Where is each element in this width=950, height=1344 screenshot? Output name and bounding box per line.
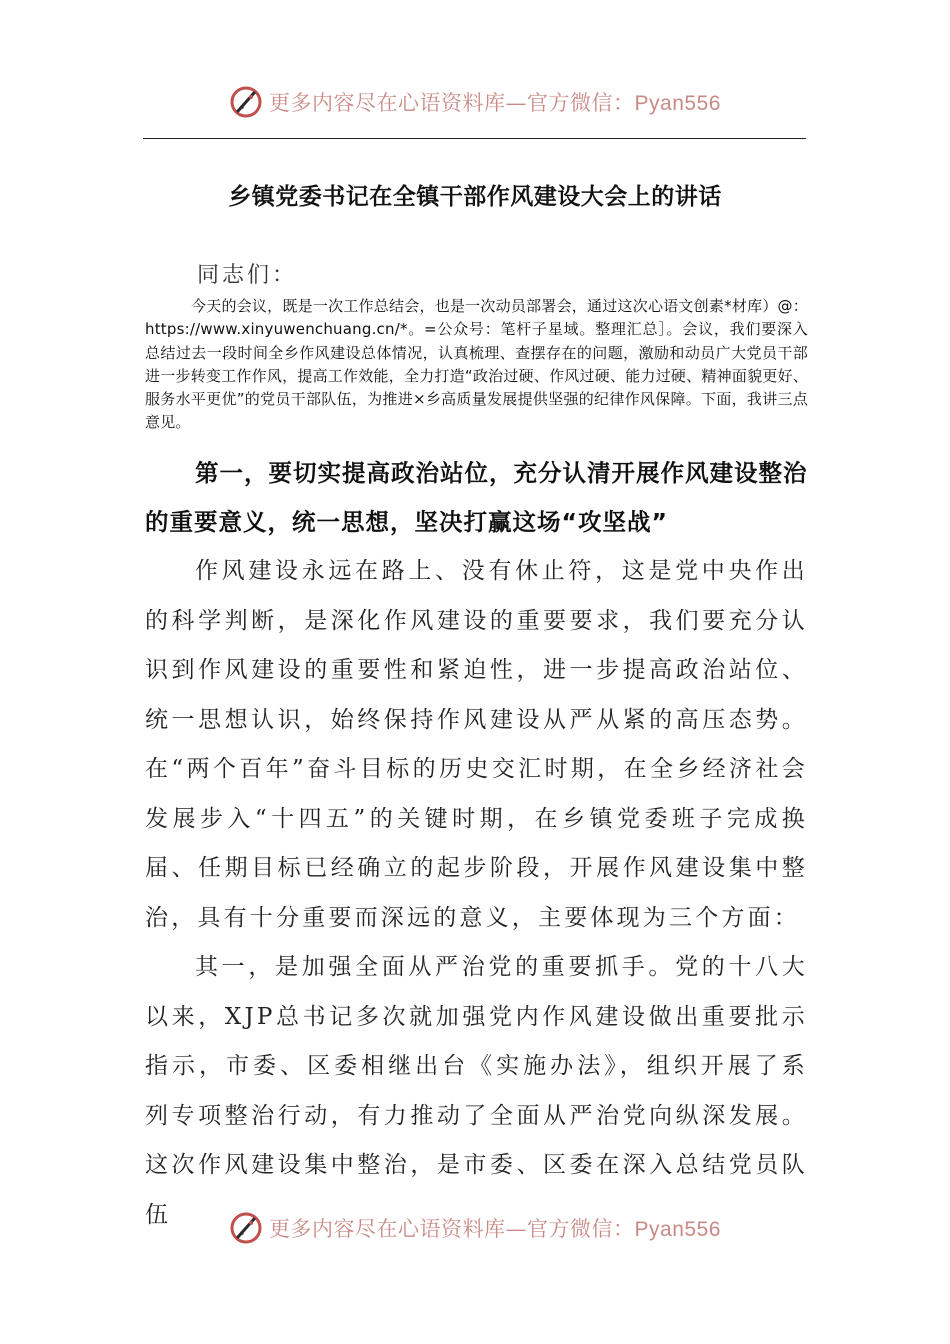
banner-slogan: 更多内容尽在心语资料库—官方微信： <box>269 1217 635 1241</box>
header-divider <box>143 138 806 139</box>
banner-handle: Pyan556 <box>634 1218 721 1241</box>
banner-text <box>269 87 721 117</box>
greeting: 同志们： <box>197 263 298 288</box>
intro-paragraph: 今天的会议，既是一次工作总结会，也是一次动员部署会，通过这次心语文创素*材库）@：https://www.xinyuwenchuang.cn/*。=公众号：笔杆子星域。整理汇总］。会议，我们要深入总结过去一段时间全乡作风建设总体情况，认真梳理、查摆存在的问题，激励和动员广大党员干部进一步转变工作作风，提高工作效能，全力打造“政治过硬、作风过硬、能力过硬、精神面貌更好、服务水平更优”的党员干部队伍，为推进×乡高质量发展提供坚强的纪律作风保障。下面，我讲三点意见。 <box>145 297 808 432</box>
banner-text <box>269 1213 721 1243</box>
pen-logo-icon <box>229 1211 263 1245</box>
footer-banner <box>0 1208 950 1248</box>
body-paragraph-2: 其一，是加强全面从严治党的重要抓手。党的十八大以来，XJP总书记多次就加强党内作风建设做出重要批示指示，市委、区委相继出台《实施办法》，组织开展了系列专项整治行动，有力推动了全面从严治党向纵深发展。这次作风建设集中整治，是市委、区委在深入总结党员队伍 <box>145 954 808 1228</box>
pen-logo-icon <box>229 85 263 119</box>
banner-slogan: 更多内容尽在心语资料库—官方微信： <box>269 91 635 115</box>
body-paragraph-1: 作风建设永远在路上、没有休止符，这是党中央作出的科学判断，是深化作风建设的重要要求，我们要充分认识到作风建设的重要性和紧迫性，进一步提高政治站位、统一思想认识，始终保持作风建设从严从紧的高压态势。在“两个百年”奋斗目标的历史交汇时期，在全乡经济社会发展步入“十四五”的关键时期，在乡镇党委班子完成换届、任期目标已经确立的起步阶段，开展作风建设集中整治，具有十分重要而深远的意义，主要体现为三个方面： <box>145 558 808 931</box>
header-banner <box>0 82 950 122</box>
banner-handle: Pyan556 <box>634 92 721 115</box>
section-heading-1: 第一，要切实提高政治站位，充分认清开展作风建设整治的重要意义，统一思想，坚决打赢这场“攻坚战” <box>145 459 808 536</box>
document-title: 乡镇党委书记在全镇干部作风建设大会上的讲话 <box>228 184 722 210</box>
